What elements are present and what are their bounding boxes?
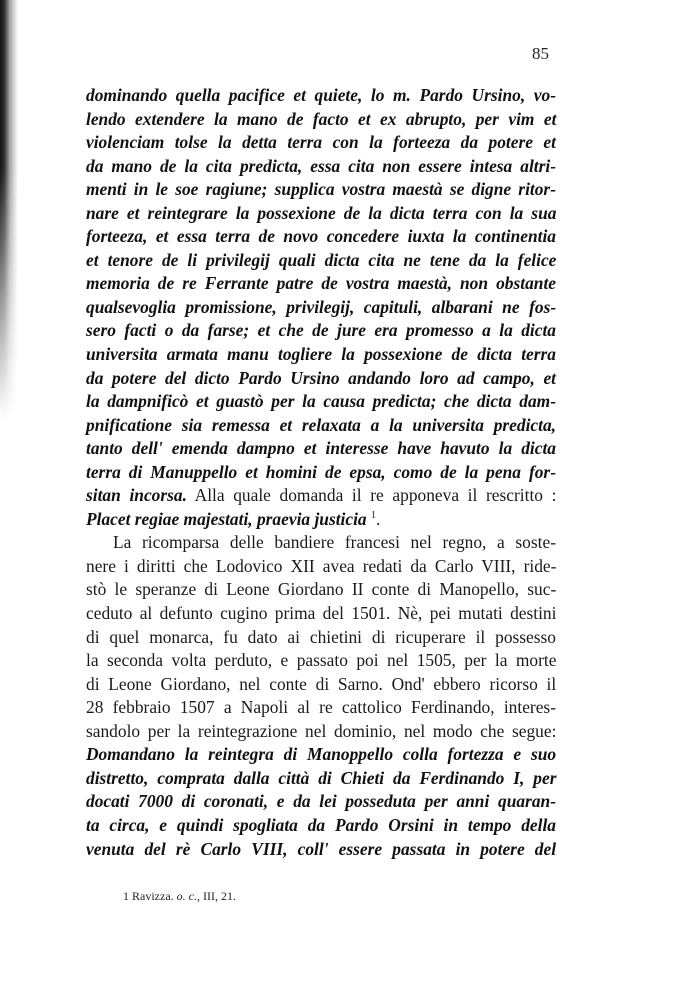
text-line: [86, 390, 556, 414]
body-text-run: .: [375, 508, 381, 529]
text-line: [86, 108, 556, 132]
italic-quotation-text: memoria de re Ferrante patre de vostra maestà, non obstante: [86, 273, 556, 294]
italic-quotation-text: la dampnificò et guastò per la causa predicta; che dicta dam-: [86, 391, 556, 412]
text-line: [86, 720, 556, 744]
body-text-run: nere i diritti che Lodovico XII avea redati da Carlo VIII, ride-: [86, 555, 557, 576]
footnote: [123, 889, 236, 904]
body-text-run: la seconda volta perduto, e passato poi nel 1505, per la morte: [86, 650, 557, 671]
body-text-run: sandolo per la reintegrazione nel dominio, nel modo che segue:: [86, 720, 557, 741]
italic-quotation-text: sero facti o da farse; et che de jure era promesso a la dicta: [86, 320, 556, 341]
text-line: [86, 814, 556, 838]
italic-quotation-text: forteeza, et essa terra de novo concedere iuxta la continentia: [86, 226, 556, 247]
italic-quotation-text: qualsevoglia promissione, privilegij, capituli, albarani ne fos-: [86, 296, 557, 317]
text-line: [86, 602, 556, 626]
page-binding-edge-shadow: [0, 0, 18, 420]
italic-quotation-text: sitan incorsa.: [86, 485, 187, 506]
italic-quotation-text: universita armata manu togliere la possexione de dicta terra: [86, 344, 556, 365]
text-line: [86, 626, 556, 650]
text-line: [86, 838, 556, 862]
italic-quotation-text: pnificatione sia remessa et relaxata a la universita predicta,: [86, 414, 556, 435]
text-line: [86, 178, 556, 202]
body-text-run: ceduto al defunto cugino prima del 1501. Nè, pei mutati destini: [86, 603, 557, 624]
text-line: [86, 673, 556, 697]
body-text-run: Alla quale domanda il re apponeva il rescritto :: [186, 485, 557, 506]
italic-quotation-text: et tenore de li privilegij quali dicta cita ne tene da la felice: [86, 249, 557, 270]
body-text-run: 28 febbraio 1507 a Napoli al re cattolico Ferdinando, interes-: [86, 697, 556, 718]
italic-quotation-text: Domandano la reintegra di Manoppello colla fortezza e suo: [86, 744, 557, 765]
italic-quotation-text: da potere del dicto Pardo Ursino andando loro ad campo, et: [86, 367, 556, 388]
text-line: [86, 319, 556, 343]
text-line: [86, 437, 556, 461]
text-line: [86, 696, 556, 720]
italic-quotation-text: menti in le soe ragiune; supplica vostra maestà se digne ritor-: [86, 179, 556, 200]
text-line: [86, 461, 556, 485]
text-line: [86, 367, 556, 391]
italic-quotation-text: Placet regiae majestati, praevia justicia: [86, 508, 371, 529]
italic-quotation-text: violenciam tolse la detta terra con la forteeza da potere et: [86, 132, 556, 153]
text-line: [86, 155, 556, 179]
text-line: [86, 84, 556, 108]
text-line: [86, 202, 556, 226]
text-line: [86, 767, 556, 791]
text-line: [86, 508, 556, 532]
italic-quotation-text: dominando quella pacifice et quiete, lo m. Pardo Ursino, vo-: [86, 85, 556, 105]
text-line: [86, 131, 556, 155]
italic-quotation-text: docati 7000 di coronati, e da lei posseduta per anni quaran-: [86, 791, 556, 812]
italic-quotation-text: venuta del rè Carlo VIII, coll' essere passata in potere del: [86, 838, 557, 859]
text-line: [86, 578, 556, 602]
footnote-abbrev: o. c.,: [176, 889, 200, 903]
italic-quotation-text: distretto, comprata dalla città di Chieti da Ferdinando I, per: [86, 767, 557, 788]
body-text-run: stò le speranze di Leone Giordano II conte di Manopello, suc-: [86, 579, 557, 600]
footnote-author: Ravizza.: [132, 889, 174, 903]
text-line: [86, 249, 556, 273]
text-line: [86, 272, 556, 296]
italic-quotation-text: ta circa, e quindi spogliata da Pardo Orsini in tempo della: [86, 814, 556, 835]
text-line: [86, 555, 556, 579]
text-line: [86, 743, 556, 767]
footnote-reference: 1: [370, 510, 376, 522]
italic-quotation-text: nare et reintegrare la possexione de la dicta terra con la sua: [86, 202, 557, 223]
text-line: [86, 225, 556, 249]
body-text-run: di quel monarca, fu dato ai chietini di ricuperare il possesso: [86, 626, 556, 647]
page-number: 85: [532, 44, 549, 63]
text-line: [86, 343, 556, 367]
text-line: [86, 649, 556, 673]
footnote-ref: III, 21.: [202, 889, 236, 903]
text-line: [86, 296, 556, 320]
body-text-run: La ricomparsa delle bandiere francesi nel regno, a soste-: [113, 532, 556, 553]
italic-quotation-text: lendo extendere la mano de facto et ex abrupto, per vim et: [86, 108, 557, 129]
text-line: [86, 531, 556, 555]
footnote-marker: 1: [123, 889, 129, 903]
italic-quotation-text: terra di Manuppello et homini de epsa, como de la pena for-: [86, 461, 556, 482]
body-text: [86, 84, 556, 861]
italic-quotation-text: tanto dell' emenda dampno et interesse have havuto la dicta: [86, 438, 556, 459]
body-text-run: di Leone Giordano, nel conte di Sarno. Ond' ebbero ricorso il: [86, 673, 557, 694]
text-line: [86, 484, 556, 508]
text-line: [86, 414, 556, 438]
italic-quotation-text: da mano de la cita predicta, essa cita non essere intesa altri-: [86, 155, 556, 176]
text-line: [86, 790, 556, 814]
